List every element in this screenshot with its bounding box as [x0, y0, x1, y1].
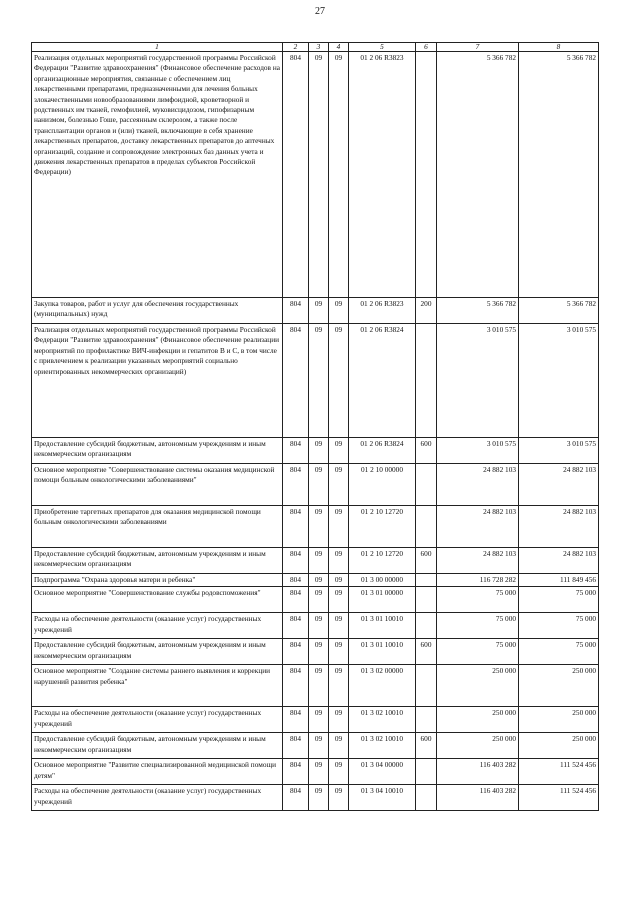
table-cell-amount-year-1: 5 366 782 — [437, 52, 519, 298]
column-number-row — [32, 43, 599, 52]
table-cell-section: 09 — [309, 548, 329, 574]
table-cell-target-article: 01 2 06 R3823 — [349, 298, 416, 324]
column-header-2: 2 — [283, 43, 309, 52]
table-row — [32, 324, 599, 438]
table-cell-section: 09 — [309, 613, 329, 639]
table-row — [32, 733, 599, 759]
table-cell-admin-code: 804 — [283, 613, 309, 639]
table-cell-section: 09 — [309, 665, 329, 707]
table-row — [32, 665, 599, 707]
table-cell-subsection: 09 — [329, 464, 349, 506]
table-cell-name: Расходы на обеспечение деятельности (оказание услуг) государственных учреждений — [32, 785, 283, 811]
table-cell-amount-year-1: 24 882 103 — [437, 548, 519, 574]
table-cell-subsection: 09 — [329, 574, 349, 587]
table-cell-subsection: 09 — [329, 665, 349, 707]
table-cell-target-article: 01 2 10 12720 — [349, 506, 416, 548]
table-cell-admin-code: 804 — [283, 464, 309, 506]
table-cell-amount-year-1: 250 000 — [437, 733, 519, 759]
table-cell-expense-type — [416, 574, 437, 587]
table-cell-amount-year-2: 24 882 103 — [519, 464, 599, 506]
column-header-5: 5 — [349, 43, 416, 52]
table-cell-subsection: 09 — [329, 438, 349, 464]
table-cell-subsection: 09 — [329, 707, 349, 733]
table-row — [32, 639, 599, 665]
column-header-4: 4 — [329, 43, 349, 52]
table-cell-amount-year-2: 250 000 — [519, 665, 599, 707]
table-cell-admin-code: 804 — [283, 785, 309, 811]
table-cell-name: Основное мероприятие "Создание системы раннего выявления и коррекции нарушений развития ребенка" — [32, 665, 283, 707]
table-cell-expense-type: 200 — [416, 298, 437, 324]
table-cell-subsection: 09 — [329, 759, 349, 785]
table-cell-subsection: 09 — [329, 613, 349, 639]
table-cell-name: Предоставление субсидий бюджетным, автономным учреждениям и иным некоммерческим организациям — [32, 639, 283, 665]
table-cell-subsection: 09 — [329, 587, 349, 613]
table-cell-expense-type: 600 — [416, 438, 437, 464]
table-cell-target-article: 01 2 10 12720 — [349, 548, 416, 574]
table-cell-name: Предоставление субсидий бюджетным, автономным учреждениям и иным некоммерческим организациям — [32, 733, 283, 759]
table-cell-target-article: 01 2 06 R3823 — [349, 52, 416, 298]
table-cell-subsection: 09 — [329, 298, 349, 324]
table-cell-target-article: 01 3 01 10010 — [349, 613, 416, 639]
table-cell-admin-code: 804 — [283, 506, 309, 548]
table-cell-amount-year-1: 24 882 103 — [437, 506, 519, 548]
table-cell-amount-year-1: 250 000 — [437, 707, 519, 733]
table-cell-admin-code: 804 — [283, 438, 309, 464]
table-cell-admin-code: 804 — [283, 733, 309, 759]
table-cell-expense-type: 600 — [416, 733, 437, 759]
table-cell-expense-type — [416, 506, 437, 548]
table-row — [32, 506, 599, 548]
table-cell-name: Основное мероприятие "Совершенствование системы оказания медицинской помощи больным онкологическими заболеваниями" — [32, 464, 283, 506]
table-cell-amount-year-2: 75 000 — [519, 613, 599, 639]
table-cell-amount-year-1: 116 403 282 — [437, 759, 519, 785]
table-row — [32, 548, 599, 574]
table-cell-section: 09 — [309, 438, 329, 464]
table-cell-admin-code: 804 — [283, 707, 309, 733]
table-cell-subsection: 09 — [329, 733, 349, 759]
table-cell-amount-year-1: 116 728 282 — [437, 574, 519, 587]
table-cell-amount-year-2: 24 882 103 — [519, 548, 599, 574]
table-row — [32, 52, 599, 298]
table-cell-admin-code: 804 — [283, 639, 309, 665]
table-cell-name: Подпрограмма "Охрана здоровья матери и ребенка" — [32, 574, 283, 587]
table-cell-amount-year-1: 75 000 — [437, 639, 519, 665]
table-cell-section: 09 — [309, 506, 329, 548]
table-cell-amount-year-1: 5 366 782 — [437, 298, 519, 324]
table-cell-amount-year-1: 116 403 282 — [437, 785, 519, 811]
table-cell-subsection: 09 — [329, 506, 349, 548]
table-cell-name: Предоставление субсидий бюджетным, автономным учреждениям и иным некоммерческим организациям — [32, 548, 283, 574]
table-row — [32, 613, 599, 639]
table-cell-section: 09 — [309, 574, 329, 587]
table-cell-expense-type: 600 — [416, 548, 437, 574]
table-cell-name: Расходы на обеспечение деятельности (оказание услуг) государственных учреждений — [32, 707, 283, 733]
table-cell-section: 09 — [309, 324, 329, 438]
column-header-6: 6 — [416, 43, 437, 52]
table-cell-target-article: 01 3 02 10010 — [349, 733, 416, 759]
table-cell-subsection: 09 — [329, 548, 349, 574]
table-cell-admin-code: 804 — [283, 298, 309, 324]
table-cell-section: 09 — [309, 298, 329, 324]
table-cell-expense-type — [416, 464, 437, 506]
table-cell-name: Закупка товаров, работ и услуг для обеспечения государственных (муниципальных) нужд — [32, 298, 283, 324]
table-cell-amount-year-2: 75 000 — [519, 587, 599, 613]
table-cell-expense-type — [416, 665, 437, 707]
table-cell-amount-year-2: 75 000 — [519, 639, 599, 665]
table-cell-section: 09 — [309, 639, 329, 665]
table-cell-expense-type: 600 — [416, 639, 437, 665]
table-cell-admin-code: 804 — [283, 665, 309, 707]
table-cell-amount-year-2: 3 010 575 — [519, 438, 599, 464]
table-cell-amount-year-1: 3 010 575 — [437, 324, 519, 438]
table-cell-amount-year-2: 5 366 782 — [519, 52, 599, 298]
table-cell-amount-year-1: 24 882 103 — [437, 464, 519, 506]
table-cell-subsection: 09 — [329, 324, 349, 438]
table-cell-target-article: 01 3 01 00000 — [349, 587, 416, 613]
table-cell-amount-year-2: 3 010 575 — [519, 324, 599, 438]
table-cell-name: Приобретение таргетных препаратов для оказания медицинской помощи больным онкологическими заболеваниями — [32, 506, 283, 548]
table-cell-expense-type — [416, 613, 437, 639]
table-cell-expense-type — [416, 52, 437, 298]
table-cell-amount-year-1: 250 000 — [437, 665, 519, 707]
table-row — [32, 707, 599, 733]
table-cell-amount-year-2: 111 524 456 — [519, 785, 599, 811]
page-number: 27 — [315, 6, 325, 17]
column-header-7: 7 — [437, 43, 519, 52]
table-cell-target-article: 01 2 06 R3824 — [349, 438, 416, 464]
table-cell-expense-type — [416, 587, 437, 613]
table-row — [32, 298, 599, 324]
budget-table — [31, 42, 599, 811]
column-header-1: 1 — [32, 43, 283, 52]
table-cell-target-article: 01 3 04 00000 — [349, 759, 416, 785]
table-cell-target-article: 01 3 00 00000 — [349, 574, 416, 587]
table-cell-expense-type — [416, 785, 437, 811]
table-cell-admin-code: 804 — [283, 574, 309, 587]
table-cell-section: 09 — [309, 464, 329, 506]
table-cell-amount-year-2: 250 000 — [519, 707, 599, 733]
table-cell-admin-code: 804 — [283, 759, 309, 785]
table-cell-expense-type — [416, 707, 437, 733]
table-cell-expense-type — [416, 759, 437, 785]
table-cell-amount-year-1: 75 000 — [437, 587, 519, 613]
table-cell-subsection: 09 — [329, 785, 349, 811]
table-cell-target-article: 01 3 02 10010 — [349, 707, 416, 733]
table-cell-section: 09 — [309, 759, 329, 785]
table-cell-amount-year-2: 5 366 782 — [519, 298, 599, 324]
table-cell-subsection: 09 — [329, 639, 349, 665]
table-cell-admin-code: 804 — [283, 324, 309, 438]
table-cell-amount-year-2: 250 000 — [519, 733, 599, 759]
table-cell-expense-type — [416, 324, 437, 438]
table-cell-name: Расходы на обеспечение деятельности (оказание услуг) государственных учреждений — [32, 613, 283, 639]
table-cell-name: Реализация отдельных мероприятий государственной программы Российской Федерации "Развитие здравоохранения" (Финансовое обеспечение расходов на организационные мероприятия, связанные с обеспечением лиц лекарственными препаратами, предназначенными для лечения больных злокачественными новообразованиями лимфоидной, кроветворной и родственных им тканей, гемофилией, муковисцидозом, гипофизарным нанизмом, болезнью Гоше, рассеянным склерозом, а также после трансплантации органов и (или) тканей, включающие в себя хранение лекарственных препаратов, доставку лекарственных препаратов до аптечных организаций, создание и сопровождение электронных баз данных учета и движения лекарственных препаратов в пределах субъектов Российской Федерации) — [32, 52, 283, 298]
table-row — [32, 587, 599, 613]
table-cell-admin-code: 804 — [283, 52, 309, 298]
table-cell-admin-code: 804 — [283, 548, 309, 574]
table-cell-section: 09 — [309, 733, 329, 759]
table-cell-section: 09 — [309, 785, 329, 811]
table-cell-section: 09 — [309, 52, 329, 298]
table-cell-name: Основное мероприятие "Совершенствование службы родовспоможения" — [32, 587, 283, 613]
table-cell-subsection: 09 — [329, 52, 349, 298]
table-cell-name: Основное мероприятие "Развитие специализированной медицинской помощи детям" — [32, 759, 283, 785]
table-cell-section: 09 — [309, 587, 329, 613]
column-header-3: 3 — [309, 43, 329, 52]
table-row — [32, 438, 599, 464]
table-cell-amount-year-2: 24 882 103 — [519, 506, 599, 548]
table-cell-target-article: 01 2 06 R3824 — [349, 324, 416, 438]
table-cell-admin-code: 804 — [283, 587, 309, 613]
column-header-8: 8 — [519, 43, 599, 52]
table-cell-amount-year-1: 3 010 575 — [437, 438, 519, 464]
table-cell-target-article: 01 3 01 10010 — [349, 639, 416, 665]
table-row — [32, 759, 599, 785]
table-row — [32, 785, 599, 811]
table-cell-name: Предоставление субсидий бюджетным, автономным учреждениям и иным некоммерческим организациям — [32, 438, 283, 464]
table-cell-name: Реализация отдельных мероприятий государственной программы Российской Федерации "Развитие здравоохранения" (Финансовое обеспечение реализации мероприятий по профилактике ВИЧ-инфекции и гепатитов В и С, в том числе с привлечением к реализации указанных мероприятий социально ориентированных некоммерческих организаций) — [32, 324, 283, 438]
table-cell-target-article: 01 3 04 10010 — [349, 785, 416, 811]
table-cell-amount-year-2: 111 849 456 — [519, 574, 599, 587]
table-cell-target-article: 01 2 10 00000 — [349, 464, 416, 506]
table-cell-section: 09 — [309, 707, 329, 733]
table-row — [32, 464, 599, 506]
table-row — [32, 574, 599, 587]
table-cell-target-article: 01 3 02 00000 — [349, 665, 416, 707]
table-cell-amount-year-2: 111 524 456 — [519, 759, 599, 785]
table-cell-amount-year-1: 75 000 — [437, 613, 519, 639]
